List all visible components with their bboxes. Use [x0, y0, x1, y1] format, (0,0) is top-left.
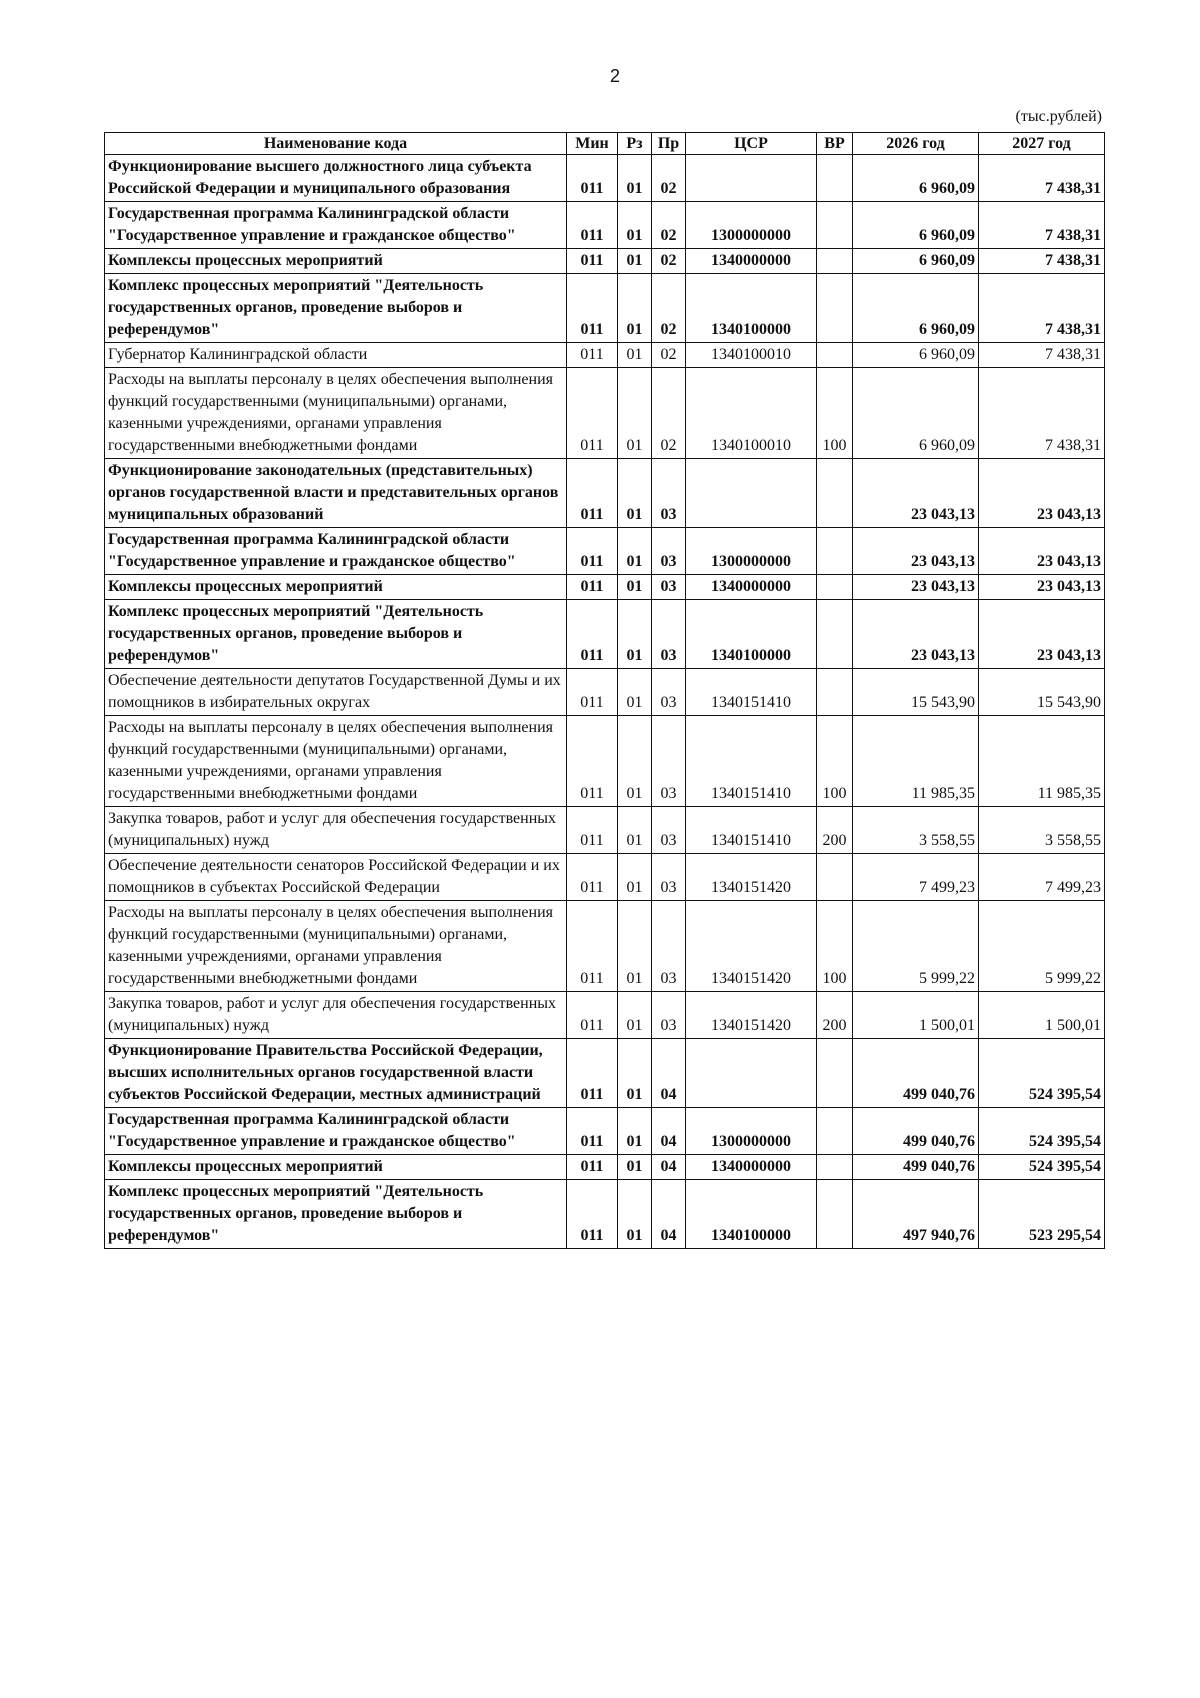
cell-y2026: 7 499,23: [853, 854, 979, 901]
cell-vr: [817, 575, 853, 600]
cell-y2027: 7 438,31: [979, 368, 1105, 459]
cell-vr: [817, 343, 853, 368]
cell-min: 011: [567, 249, 618, 274]
cell-rz: 01: [618, 716, 652, 807]
cell-csr: 1340151420: [686, 992, 817, 1039]
table-row: [105, 528, 1105, 575]
cell-pr: 03: [652, 600, 686, 669]
cell-y2027: 15 543,90: [979, 669, 1105, 716]
cell-csr: 1340100010: [686, 368, 817, 459]
cell-pr: 04: [652, 1155, 686, 1180]
cell-pr: 02: [652, 249, 686, 274]
cell-name: Комплекс процессных мероприятий "Деятельность государственных органов, проведение выборов и референдумов": [105, 600, 567, 669]
cell-vr: [817, 202, 853, 249]
cell-csr: 1340000000: [686, 575, 817, 600]
cell-vr: [817, 274, 853, 343]
table-body: [105, 155, 1105, 1249]
table-header-row: [105, 133, 1105, 155]
table-row: [105, 901, 1105, 992]
cell-y2027: 5 999,22: [979, 901, 1105, 992]
table-row: [105, 202, 1105, 249]
header-name: Наименование кода: [105, 133, 567, 155]
cell-vr: 100: [817, 901, 853, 992]
cell-csr: [686, 459, 817, 528]
table-row: [105, 1180, 1105, 1249]
cell-name: Обеспечение деятельности сенаторов Российской Федерации и их помощников в субъектах Российской Федерации: [105, 854, 567, 901]
cell-rz: 01: [618, 1039, 652, 1108]
cell-y2026: 15 543,90: [853, 669, 979, 716]
cell-vr: [817, 528, 853, 575]
cell-rz: 01: [618, 854, 652, 901]
cell-rz: 01: [618, 575, 652, 600]
cell-csr: 1340100010: [686, 343, 817, 368]
cell-y2027: 23 043,13: [979, 600, 1105, 669]
cell-rz: 01: [618, 202, 652, 249]
table-row: [105, 1108, 1105, 1155]
table-row: [105, 368, 1105, 459]
cell-pr: 03: [652, 992, 686, 1039]
cell-y2027: 524 395,54: [979, 1039, 1105, 1108]
cell-min: 011: [567, 1108, 618, 1155]
cell-pr: 02: [652, 343, 686, 368]
cell-y2026: 6 960,09: [853, 368, 979, 459]
table-row: [105, 807, 1105, 854]
cell-vr: [817, 1039, 853, 1108]
header-min: Мин: [567, 133, 618, 155]
cell-y2026: 11 985,35: [853, 716, 979, 807]
cell-min: 011: [567, 368, 618, 459]
cell-vr: 100: [817, 368, 853, 459]
cell-rz: 01: [618, 600, 652, 669]
table-row: [105, 155, 1105, 202]
cell-vr: [817, 1155, 853, 1180]
cell-y2026: 23 043,13: [853, 600, 979, 669]
cell-min: 011: [567, 807, 618, 854]
cell-min: 011: [567, 343, 618, 368]
cell-y2026: 23 043,13: [853, 528, 979, 575]
cell-min: 011: [567, 155, 618, 202]
cell-y2026: 3 558,55: [853, 807, 979, 854]
cell-pr: 02: [652, 368, 686, 459]
cell-pr: 03: [652, 854, 686, 901]
cell-vr: [817, 1180, 853, 1249]
table-row: [105, 343, 1105, 368]
cell-rz: 01: [618, 343, 652, 368]
cell-min: 011: [567, 1155, 618, 1180]
cell-min: 011: [567, 901, 618, 992]
cell-name: Обеспечение деятельности депутатов Государственной Думы и их помощников в избирательных округах: [105, 669, 567, 716]
cell-name: Губернатор Калининградской области: [105, 343, 567, 368]
cell-vr: 200: [817, 807, 853, 854]
cell-pr: 03: [652, 807, 686, 854]
cell-y2026: 6 960,09: [853, 202, 979, 249]
cell-pr: 04: [652, 1180, 686, 1249]
cell-y2027: 7 438,31: [979, 249, 1105, 274]
cell-name: Закупка товаров, работ и услуг для обеспечения государственных (муниципальных) нужд: [105, 992, 567, 1039]
header-2027: 2027 год: [979, 133, 1105, 155]
cell-name: Комплексы процессных мероприятий: [105, 1155, 567, 1180]
cell-name: Функционирование Правительства Российской Федерации, высших исполнительных органов государственной власти субъектов Российской Федерации, местных администраций: [105, 1039, 567, 1108]
cell-csr: 1340151420: [686, 854, 817, 901]
cell-csr: 1340000000: [686, 1155, 817, 1180]
cell-min: 011: [567, 716, 618, 807]
cell-y2026: 497 940,76: [853, 1180, 979, 1249]
units-label: (тыс.рублей): [1015, 108, 1102, 125]
cell-pr: 03: [652, 528, 686, 575]
header-2026: 2026 год: [853, 133, 979, 155]
cell-name: Комплекс процессных мероприятий "Деятельность государственных органов, проведение выборов и референдумов": [105, 274, 567, 343]
cell-rz: 01: [618, 528, 652, 575]
cell-rz: 01: [618, 274, 652, 343]
cell-pr: 02: [652, 202, 686, 249]
cell-csr: 1340000000: [686, 249, 817, 274]
cell-y2027: 1 500,01: [979, 992, 1105, 1039]
cell-vr: [817, 249, 853, 274]
budget-table: [104, 132, 1105, 1249]
cell-csr: 1340151410: [686, 716, 817, 807]
cell-y2027: 23 043,13: [979, 575, 1105, 600]
cell-csr: 1340100000: [686, 274, 817, 343]
table-row: [105, 274, 1105, 343]
cell-y2027: 3 558,55: [979, 807, 1105, 854]
table-row: [105, 854, 1105, 901]
cell-min: 011: [567, 528, 618, 575]
cell-name: Расходы на выплаты персоналу в целях обеспечения выполнения функций государственными (муниципальными) органами, казенными учреждениями, органами управления государственными внебюджетными фондами: [105, 901, 567, 992]
cell-vr: [817, 669, 853, 716]
cell-name: Расходы на выплаты персоналу в целях обеспечения выполнения функций государственными (муниципальными) органами, казенными учреждениями, органами управления государственными внебюджетными фондами: [105, 368, 567, 459]
cell-y2027: 11 985,35: [979, 716, 1105, 807]
cell-min: 011: [567, 459, 618, 528]
cell-csr: 1340151410: [686, 807, 817, 854]
cell-rz: 01: [618, 901, 652, 992]
cell-csr: 1300000000: [686, 528, 817, 575]
cell-rz: 01: [618, 1155, 652, 1180]
cell-vr: [817, 155, 853, 202]
cell-name: Комплексы процессных мероприятий: [105, 249, 567, 274]
cell-pr: 03: [652, 716, 686, 807]
cell-y2027: 523 295,54: [979, 1180, 1105, 1249]
cell-name: Государственная программа Калининградской области "Государственное управление и гражданское общество": [105, 202, 567, 249]
cell-min: 011: [567, 992, 618, 1039]
cell-y2026: 499 040,76: [853, 1155, 979, 1180]
table-row: [105, 716, 1105, 807]
cell-name: Комплекс процессных мероприятий "Деятельность государственных органов, проведение выборов и референдумов": [105, 1180, 567, 1249]
table-row: [105, 249, 1105, 274]
cell-rz: 01: [618, 249, 652, 274]
cell-pr: 03: [652, 575, 686, 600]
table-row: [105, 600, 1105, 669]
cell-rz: 01: [618, 1180, 652, 1249]
cell-y2027: 7 438,31: [979, 343, 1105, 368]
cell-vr: [817, 600, 853, 669]
cell-min: 011: [567, 575, 618, 600]
cell-rz: 01: [618, 669, 652, 716]
header-vr: ВР: [817, 133, 853, 155]
cell-rz: 01: [618, 155, 652, 202]
cell-vr: 200: [817, 992, 853, 1039]
cell-y2026: 6 960,09: [853, 343, 979, 368]
cell-min: 011: [567, 202, 618, 249]
cell-pr: 03: [652, 459, 686, 528]
cell-y2027: 524 395,54: [979, 1155, 1105, 1180]
cell-csr: 1300000000: [686, 202, 817, 249]
cell-csr: [686, 155, 817, 202]
cell-y2026: 499 040,76: [853, 1039, 979, 1108]
cell-y2026: 6 960,09: [853, 249, 979, 274]
cell-name: Функционирование законодательных (представительных) органов государственной власти и представительных органов муниципальных образований: [105, 459, 567, 528]
cell-min: 011: [567, 1039, 618, 1108]
cell-csr: 1340100000: [686, 1180, 817, 1249]
cell-name: Расходы на выплаты персоналу в целях обеспечения выполнения функций государственными (муниципальными) органами, казенными учреждениями, органами управления государственными внебюджетными фондами: [105, 716, 567, 807]
cell-y2026: 1 500,01: [853, 992, 979, 1039]
cell-name: Закупка товаров, работ и услуг для обеспечения государственных (муниципальных) нужд: [105, 807, 567, 854]
header-pr: Пр: [652, 133, 686, 155]
table-row: [105, 1039, 1105, 1108]
cell-pr: 02: [652, 155, 686, 202]
cell-name: Государственная программа Калининградской области "Государственное управление и гражданское общество": [105, 1108, 567, 1155]
table-row: [105, 992, 1105, 1039]
cell-name: Комплексы процессных мероприятий: [105, 575, 567, 600]
cell-y2026: 499 040,76: [853, 1108, 979, 1155]
cell-csr: 1340151410: [686, 669, 817, 716]
cell-min: 011: [567, 600, 618, 669]
cell-rz: 01: [618, 807, 652, 854]
cell-rz: 01: [618, 1108, 652, 1155]
cell-vr: 100: [817, 716, 853, 807]
cell-y2027: 7 438,31: [979, 155, 1105, 202]
cell-rz: 01: [618, 459, 652, 528]
cell-y2026: 23 043,13: [853, 459, 979, 528]
table-row: [105, 459, 1105, 528]
cell-name: Функционирование высшего должностного лица субъекта Российской Федерации и муниципального образования: [105, 155, 567, 202]
cell-vr: [817, 854, 853, 901]
cell-pr: 04: [652, 1108, 686, 1155]
header-rz: Рз: [618, 133, 652, 155]
cell-pr: 03: [652, 669, 686, 716]
cell-csr: 1300000000: [686, 1108, 817, 1155]
table-row: [105, 575, 1105, 600]
cell-min: 011: [567, 274, 618, 343]
cell-csr: [686, 1039, 817, 1108]
cell-vr: [817, 459, 853, 528]
cell-name: Государственная программа Калининградской области "Государственное управление и гражданское общество": [105, 528, 567, 575]
cell-rz: 01: [618, 992, 652, 1039]
cell-min: 011: [567, 669, 618, 716]
cell-pr: 04: [652, 1039, 686, 1108]
cell-pr: 02: [652, 274, 686, 343]
cell-y2026: 5 999,22: [853, 901, 979, 992]
cell-y2027: 7 438,31: [979, 274, 1105, 343]
cell-pr: 03: [652, 901, 686, 992]
cell-y2027: 23 043,13: [979, 459, 1105, 528]
cell-y2027: 7 499,23: [979, 854, 1105, 901]
cell-y2026: 6 960,09: [853, 155, 979, 202]
cell-y2026: 23 043,13: [853, 575, 979, 600]
page-number: 2: [609, 66, 620, 86]
table-row: [105, 669, 1105, 716]
cell-y2027: 23 043,13: [979, 528, 1105, 575]
cell-y2026: 6 960,09: [853, 274, 979, 343]
cell-min: 011: [567, 854, 618, 901]
cell-min: 011: [567, 1180, 618, 1249]
cell-csr: 1340100000: [686, 600, 817, 669]
table-row: [105, 1155, 1105, 1180]
header-csr: ЦСР: [686, 133, 817, 155]
cell-y2027: 7 438,31: [979, 202, 1105, 249]
cell-csr: 1340151420: [686, 901, 817, 992]
cell-vr: [817, 1108, 853, 1155]
cell-rz: 01: [618, 368, 652, 459]
cell-y2027: 524 395,54: [979, 1108, 1105, 1155]
